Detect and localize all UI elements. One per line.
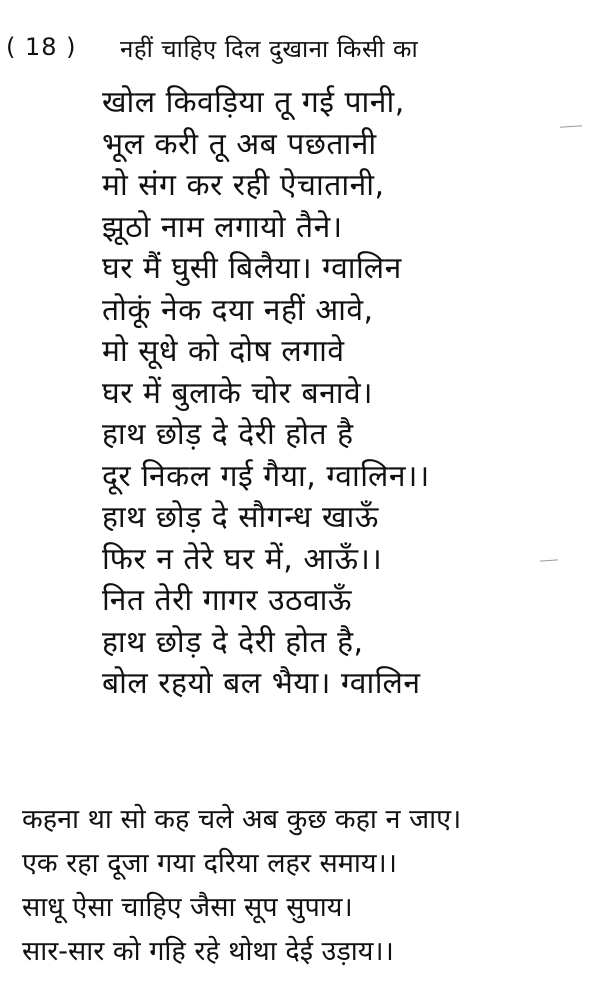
- verse-line: घर मैं घुसी बिलैया। ग्वालिन: [102, 251, 402, 286]
- page-title: नहीं चाहिए दिल दुखाना किसी का: [120, 35, 419, 63]
- verse-line: नित तेरी गागर उठवाऊँ: [102, 583, 352, 618]
- verse-line: मो सूधे को दोष लगावे: [102, 334, 345, 369]
- doha-line: कहना था सो कह चले अब कुछ कहा न जाए।: [22, 804, 462, 835]
- page-number: ( 18 ): [6, 33, 77, 61]
- doha-line: एक रहा दूजा गया दरिया लहर समाय।।: [22, 848, 397, 879]
- verse-line: मो संग कर रही ऐचातानी,: [102, 168, 385, 203]
- verse-line: हाथ छोड़ दे देरी होत है: [102, 417, 354, 452]
- verse-line: घर में बुलाके चोर बनावे।: [102, 375, 374, 411]
- verse-line: हाथ छोड़ दे देरी होत है,: [102, 624, 364, 660]
- scan-mark: [540, 559, 558, 561]
- scan-mark: [560, 125, 582, 128]
- verse-line: बोल रहयो बल भैया। ग्वालिन: [102, 666, 421, 701]
- verse-line: फिर न तेरे घर में, आऊँ।।: [102, 541, 383, 577]
- doha-block: [22, 798, 582, 974]
- doha-line: साधू ऐसा चाहिए जैसा सूप सुपाय।: [22, 892, 353, 923]
- verse-line: हाथ छोड़ दे सौगन्ध खाऊँ: [102, 500, 379, 535]
- verse-line: झूठो नाम लगायो तैने।: [102, 209, 343, 245]
- verse-line: तोकूं नेक दया नहीं आवे,: [102, 292, 374, 328]
- verse-line: भूल करी तू अब पछतानी: [102, 126, 377, 162]
- doha-line: सार-सार को गहि रहे थोथा देई उड़ाय।।: [22, 936, 394, 967]
- verse-line: खोल किवड़िया तू गई पानी,: [102, 85, 405, 120]
- verse-line: दूर निकल गई गैया, ग्वालिन।।: [102, 458, 430, 494]
- verse-block: [102, 82, 502, 705]
